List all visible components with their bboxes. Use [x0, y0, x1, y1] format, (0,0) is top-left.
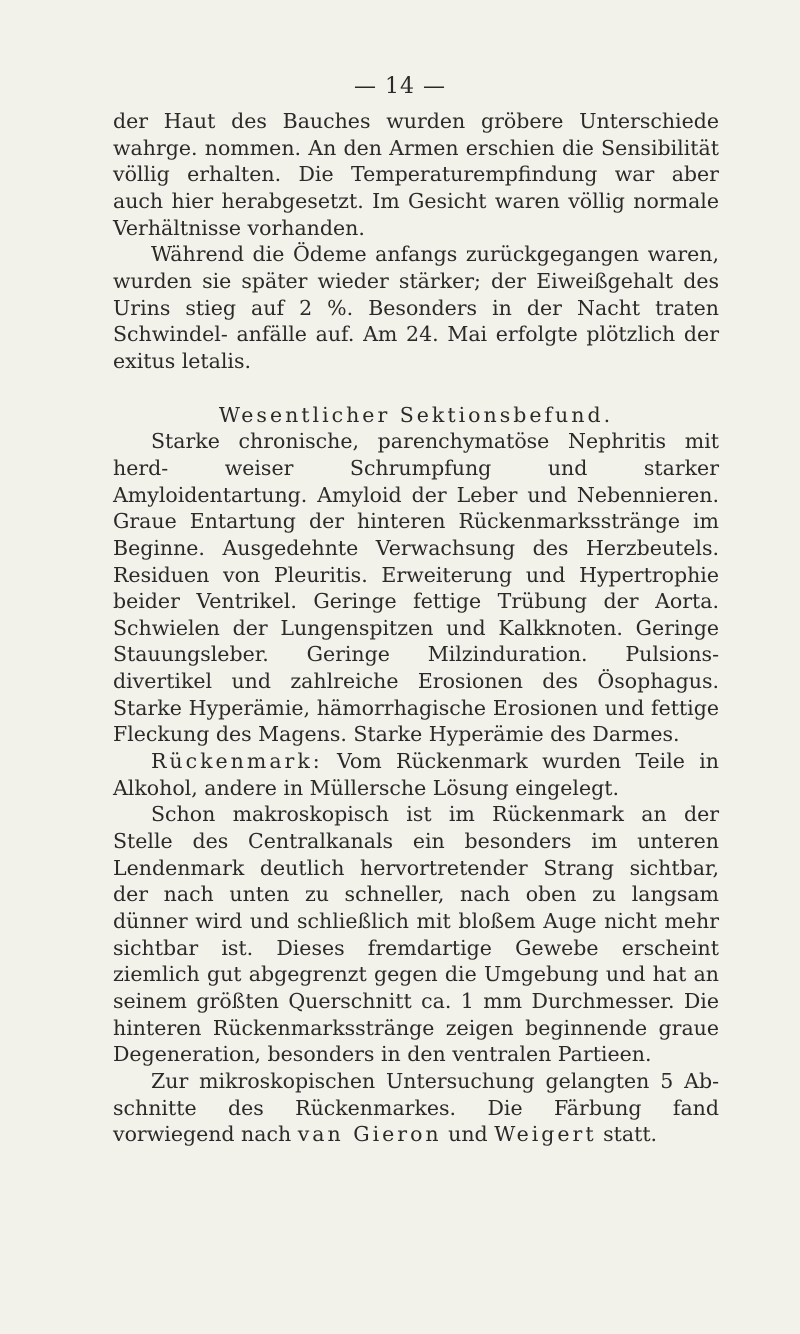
paragraph-4-text: Vom Rückenmark wurden Teile in Alkohol, andere in Müllersche Lösung eingelegt.: [113, 749, 719, 800]
paragraph-1: der Haut des Bauches wurden gröbere Unterschiede wahrge. nommen. An den Armen erschien die Sensibilität völlig erhalten. Die Temperaturempfindung war aber auch hier herabgesetzt. Im Gesicht waren völlig normale Verhältnisse vorhanden.: [113, 109, 719, 240]
page-number: — 14 —: [354, 74, 446, 99]
paragraph-6-text-c: statt.: [596, 1122, 658, 1147]
paragraph-6-text-a: Zur mikroskopischen Untersuchung gelangten 5 Ab- schnitte des Rückenmarkes. Die Färbung fand vorwiegend nach: [113, 1068, 719, 1147]
paragraph-3: Starke chronische, parenchymatöse Nephritis mit herd- weiser Schrumpfung und starker Amyloidentartung. Amyloid der Leber und Nebennieren. Graue Entartung der hinteren Rückenmarksstränge im Beginne. Ausgedehnte Verwachsung des Herzbeutels. Residuen von Pleuritis. Erweiterung und Hypertrophie beider Ventrikel. Geringe fettige Trübung der Aorta. Schwielen der Lungenspitzen und Kalkknoten. Geringe Stauungsleber. Geringe Milzinduration. Pulsions- divertikel und zahlreiche Erosionen des Ösophagus. Starke Hyperämie, hämorrhagische Erosionen und fettige Fleckung des Magens. Starke Hyperämie des Darmes.: [113, 429, 719, 747]
paragraph-2: Während die Ödeme anfangs zurückgegangen waren, wurden sie später wieder stärker; der Eiweißgehalt des Urins stieg auf 2 %. Besonders in der Nacht traten Schwindel- anfälle auf. Am 24. Mai erfolgte plötzlich der exitus letalis.: [113, 242, 719, 373]
paragraph-6-text-b: und: [441, 1122, 495, 1147]
section-heading: Wesentlicher Sektionsbefund.: [218, 402, 614, 427]
paragraph-6: [113, 1068, 719, 1148]
rueckenmark-label: Rückenmark:: [151, 749, 323, 774]
author-name-weigert: Weigert: [494, 1122, 597, 1147]
body-text: [113, 108, 719, 1148]
paragraph-4: [113, 748, 719, 801]
paragraph-5: Schon makroskopisch ist im Rückenmark an der Stelle des Centralkanals ein besonders im unteren Lendenmark deutlich hervortretender Strang sichtbar, der nach unten zu schneller, nach oben zu langsam dünner wird und schließlich mit bloßem Auge nicht mehr sichtbar ist. Dieses fremdartige Gewebe erscheint ziemlich gut abgegrenzt gegen die Umgebung und hat an seinem größten Querschnitt ca. 1 mm Durchmesser. Die hinteren Rückenmarksstränge zeigen beginnende graue Degeneration, besonders in den ventralen Partieen.: [113, 802, 719, 1067]
author-name-van-gieron: van Gieron: [297, 1122, 442, 1147]
